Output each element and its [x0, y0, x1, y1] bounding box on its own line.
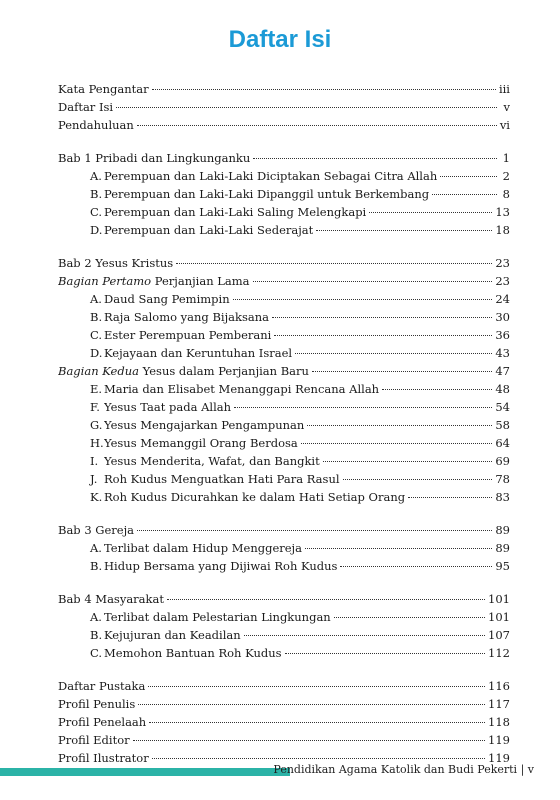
toc-entry-title-text: Kejujuran dan Keadilan [104, 628, 241, 642]
toc-entry[interactable] [58, 116, 510, 134]
toc-entry-page-number: 107 [488, 628, 510, 642]
toc-entry-title-text: Kejayaan dan Keruntuhan Israel [104, 346, 293, 360]
toc-entry-title-text: Bab 4 Masyarakat [58, 592, 164, 606]
dot-leader [316, 218, 492, 231]
toc-entry-title-text: Profil Ilustrator [58, 751, 149, 765]
toc-entry-title [58, 116, 134, 134]
toc-entry-title-text: Profil Penulis [58, 697, 136, 711]
dot-leader [234, 395, 492, 408]
toc-entry-title-text: Yesus Menderita, Wafat, dan Bangkit [104, 454, 320, 468]
toc-entry-title [58, 749, 149, 767]
toc-entry-number: E. [90, 382, 103, 396]
toc-entry-title-text: Yesus Mengajarkan Pengampunan [104, 418, 305, 432]
toc-entry-title-text: Perempuan dan Laki-Laki Sederajat [104, 223, 314, 237]
toc-entry-page-number: 23 [495, 256, 510, 270]
toc-entry[interactable] [58, 488, 510, 506]
toc-entry-title-text: Yesus dalam Perjanjian Baru [138, 364, 309, 378]
toc-entry-title-text: Yesus Memanggil Orang Berdosa [104, 436, 298, 450]
toc-entry-title-text: Raja Salomo yang Bijaksana [104, 310, 269, 324]
toc-entry-title [58, 695, 135, 713]
dot-leader [382, 377, 492, 390]
toc-entry-title-italic: Bagian Kedua [58, 364, 139, 378]
toc-entry-number: A. [90, 169, 102, 183]
toc-entry-number: J. [90, 472, 98, 486]
toc-entry-number: D. [90, 346, 103, 360]
toc-entry-number: H. [90, 436, 104, 450]
toc-entry-number: G. [90, 418, 103, 432]
toc-entry-page-number: 117 [488, 697, 510, 711]
toc-entry-title-text: Kata Pengantar [58, 82, 149, 96]
dot-leader [148, 674, 485, 687]
toc-entry-title-text: Daftar Isi [58, 100, 114, 114]
toc-entry-title-text: Terlibat dalam Hidup Menggereja [104, 541, 302, 555]
toc-entry-title-text: Roh Kudus Menguatkan Hati Para Rasul [104, 472, 340, 486]
toc-entry-title-text: Terlibat dalam Pelestarian Lingkungan [104, 610, 331, 624]
toc-entry-number: B. [90, 628, 103, 642]
dot-leader [301, 431, 493, 444]
toc-entry-title [104, 488, 405, 506]
toc-entry-title [104, 398, 231, 416]
page-title: Daftar Isi [228, 26, 332, 53]
dot-leader [116, 95, 497, 108]
toc-entry-number: C. [90, 646, 103, 660]
toc-entry-title-text: Hidup Bersama yang Dijiwai Roh Kudus [104, 559, 338, 573]
dot-leader [408, 485, 492, 498]
toc-entry-page-number: 58 [495, 418, 510, 432]
toc-entry-title-text: Bab 1 Pribadi dan Lingkunganku [58, 151, 251, 165]
toc-entry-number: C. [90, 328, 103, 342]
toc-entry-page-number: iii [498, 82, 510, 96]
toc-entry-page-number: 30 [495, 310, 510, 324]
toc-entry-number: B. [90, 310, 103, 324]
toc-entry-title-text: Bab 2 Yesus Kristus [58, 256, 174, 270]
dot-leader [285, 641, 486, 654]
dot-leader [272, 305, 492, 318]
toc-entry-title [58, 677, 145, 695]
dot-leader [137, 518, 492, 531]
toc-entry-page-number: 119 [488, 733, 510, 747]
toc-entry-page-number: 1 [502, 151, 510, 165]
toc-entry-number: A. [90, 292, 102, 306]
toc-entry-title-text: Roh Kudus Dicurahkan ke dalam Hati Setiap Orang [104, 490, 406, 504]
toc-entry-title [104, 416, 304, 434]
toc-entry-title [58, 590, 164, 608]
toc-entry-title-text: Pendahuluan [58, 118, 134, 132]
toc-entry-page-number: 24 [495, 292, 510, 306]
toc-entry-page-number: 78 [495, 472, 510, 486]
toc-entry-title [104, 221, 313, 239]
toc-entry-number: A. [90, 541, 102, 555]
dot-leader [152, 746, 485, 759]
dot-leader [432, 182, 497, 195]
toc-entry-title-text: Perempuan dan Laki-Laki Saling Melengkapi [104, 205, 367, 219]
toc-entry-number: D. [90, 223, 103, 237]
dot-leader [323, 449, 493, 462]
toc-entry-title [58, 98, 113, 116]
toc-entry-title-text: Perempuan dan Laki-Laki Dipanggil untuk Berkembang [104, 187, 430, 201]
toc-entry-number: C. [90, 205, 103, 219]
dot-leader [137, 113, 497, 126]
toc-entry-number: K. [90, 490, 103, 504]
dot-leader [244, 623, 485, 636]
toc-entry-title-text: Daftar Pustaka [58, 679, 146, 693]
toc-entry-title-text: Perjanjian Lama [151, 274, 250, 288]
dot-leader [369, 200, 492, 213]
toc-entry-title-text: Bab 3 Gereja [58, 523, 135, 537]
dot-leader [312, 359, 492, 372]
table-of-contents [58, 80, 510, 767]
dot-leader [133, 728, 485, 741]
toc-entry-page-number: 43 [495, 346, 510, 360]
toc-entry-title [104, 290, 230, 308]
dot-leader [307, 413, 492, 426]
toc-entry-title-text: Maria dan Elisabet Menanggapi Rencana Allah [104, 382, 380, 396]
toc-entry-title [58, 521, 134, 539]
dot-leader [343, 467, 493, 480]
toc-entry-title [104, 539, 302, 557]
toc-entry-title [104, 470, 340, 488]
footer-text: Pendidikan Agama Katolik dan Budi Pekerti | v [273, 763, 534, 776]
toc-entry-page-number: v [503, 100, 510, 114]
toc-entry-title [104, 434, 298, 452]
toc-entry-title-text: Ester Perempuan Pemberani [104, 328, 272, 342]
dot-leader [440, 164, 497, 177]
dot-leader [334, 605, 485, 618]
toc-entry-title [58, 362, 309, 380]
toc-entry-title-text: Yesus Taat pada Allah [104, 400, 232, 414]
dot-leader [340, 554, 492, 567]
dot-leader [274, 323, 492, 336]
toc-entry-title [58, 731, 130, 749]
toc-entry-title-text: Perempuan dan Laki-Laki Diciptakan Sebagai Citra Allah [104, 169, 438, 183]
dot-leader [233, 287, 493, 300]
toc-entry[interactable] [58, 644, 510, 662]
toc-entry-number: B. [90, 559, 103, 573]
dot-leader [152, 77, 496, 90]
dot-leader [253, 269, 493, 282]
toc-entry-title [58, 272, 250, 290]
toc-entry-title [58, 254, 173, 272]
toc-entry-title [104, 626, 241, 644]
toc-entry-page-number: 18 [495, 223, 510, 237]
dot-leader [167, 587, 485, 600]
toc-entry-title [104, 557, 337, 575]
dot-leader [253, 146, 497, 159]
toc-entry-number: F. [90, 400, 100, 414]
toc-entry-page-number: 101 [488, 592, 510, 606]
toc-entry-title-text: Memohon Bantuan Roh Kudus [104, 646, 282, 660]
dot-leader [138, 692, 485, 705]
toc-entry-page-number: 69 [495, 454, 510, 468]
toc-entry-page-number: 36 [495, 328, 510, 342]
toc-entry-page-number: 89 [495, 523, 510, 537]
toc-entry-page-number: 54 [495, 400, 510, 414]
toc-entry-page-number: 2 [502, 169, 510, 183]
toc-entry-page-number: 89 [495, 541, 510, 555]
toc-entry[interactable] [58, 221, 510, 239]
toc-entry-title-text: Profil Editor [58, 733, 130, 747]
toc-entry-title-text: Profil Penelaah [58, 715, 147, 729]
toc-entry-page-number: 112 [488, 646, 510, 660]
toc-entry-number: I. [90, 454, 99, 468]
toc-entry-page-number: 119 [488, 751, 510, 765]
toc-entry-number: B. [90, 187, 103, 201]
toc-entry-title [58, 149, 250, 167]
toc-entry-page-number: 23 [495, 274, 510, 288]
toc-entry[interactable] [58, 557, 510, 575]
dot-leader [305, 536, 492, 549]
toc-entry-title [104, 326, 271, 344]
dot-leader [295, 341, 492, 354]
toc-entry-page-number: 101 [488, 610, 510, 624]
toc-entry-title [104, 167, 437, 185]
toc-entry-page-number: vi [499, 118, 510, 132]
toc-entry-page-number: 47 [495, 364, 510, 378]
toc-entry-title [104, 644, 282, 662]
toc-entry-page-number: 95 [495, 559, 510, 573]
dot-leader [176, 251, 492, 264]
toc-entry-title [104, 452, 320, 470]
toc-entry-title-italic: Bagian Pertamo [58, 274, 152, 288]
toc-entry-title-text: Daud Sang Pemimpin [104, 292, 230, 306]
toc-entry-page-number: 118 [488, 715, 510, 729]
toc-entry-title [104, 344, 292, 362]
toc-entry-page-number: 8 [502, 187, 510, 201]
toc-entry-page-number: 13 [495, 205, 510, 219]
toc-entry-page-number: 64 [495, 436, 510, 450]
dot-leader [149, 710, 485, 723]
toc-entry-page-number: 83 [495, 490, 510, 504]
toc-entry-page-number: 116 [488, 679, 510, 693]
toc-entry-title [104, 308, 269, 326]
footer-accent-bar [0, 768, 290, 776]
toc-entry-number: A. [90, 610, 102, 624]
toc-entry-page-number: 48 [495, 382, 510, 396]
